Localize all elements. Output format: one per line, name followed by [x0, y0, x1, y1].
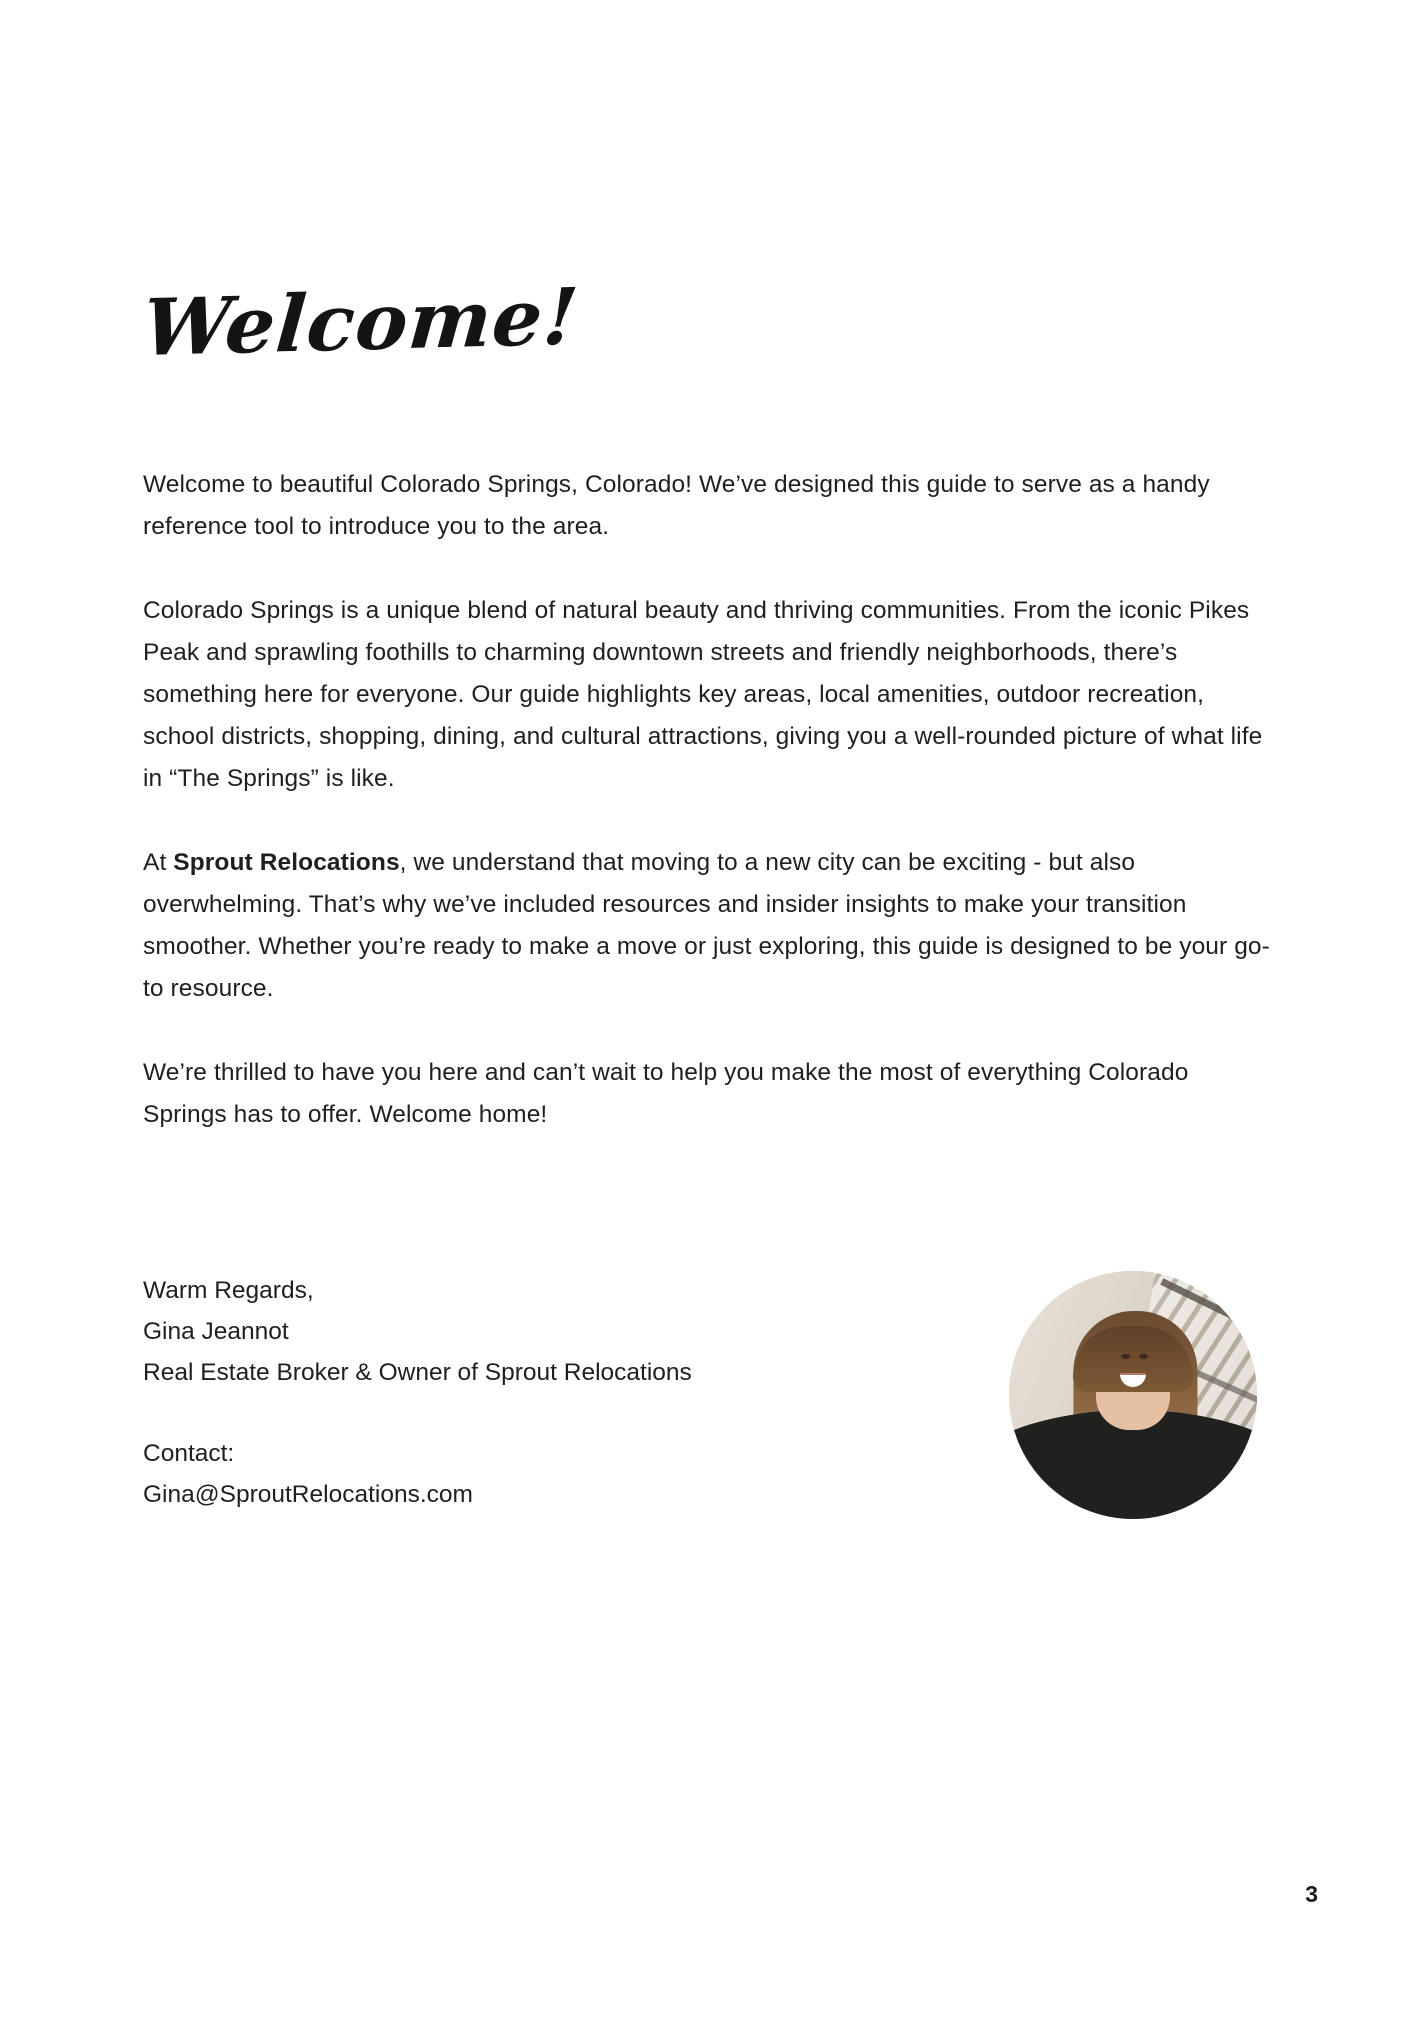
- letter-paragraphs: [143, 464, 1273, 1136]
- paragraph-closing: [143, 1052, 1273, 1136]
- paragraph-text: We’re thrilled to have you here and can’t wait to help you make the most of everything Colorado Springs has to offer. Welcome home!: [143, 1059, 1189, 1128]
- signoff-block: [143, 1270, 963, 1515]
- paragraph-overview: [143, 590, 1273, 800]
- company-name: Sprout Relocations: [173, 849, 400, 876]
- portrait-photo: [1009, 1271, 1257, 1519]
- paragraph-text-rest: , we understand that moving to a new city can be exciting - but also overwhelming. That’s why we’ve included resources and insider insights to make your transition smoother. Whether you’re ready to make a move or just exploring, this guide is designed to be your go-to resource.: [143, 849, 1270, 1002]
- signoff-salutation: Warm Regards,: [143, 1277, 314, 1304]
- paragraph-text: Welcome to beautiful Colorado Springs, Colorado! We’ve designed this guide to serve as a handy reference tool to introduce you to the area.: [143, 471, 1210, 540]
- paragraph-company: [143, 842, 1273, 1010]
- contact-label: Contact:: [143, 1440, 235, 1467]
- paragraph-text-lead: At: [143, 849, 174, 876]
- letter-body: [139, 271, 1273, 1136]
- signoff-name: Gina Jeannot: [143, 1318, 289, 1345]
- eye-left-shape: [1121, 1354, 1130, 1359]
- contact-email: Gina@SproutRelocations.com: [143, 1481, 473, 1508]
- paragraph-text: Colorado Springs is a unique blend of natural beauty and thriving communities. From the iconic Pikes Peak and sprawling foothills to charming downtown streets and friendly neighborhoods, there’s something here for everyone. Our guide highlights key areas, local amenities, outdoor recreation, school districts, shopping, dining, and cultural attractions, giving you a well-rounded picture of what life in “The Springs” is like.: [143, 597, 1263, 792]
- signoff-title: Real Estate Broker & Owner of Sprout Relocations: [143, 1359, 692, 1386]
- paragraph-intro: [143, 464, 1273, 548]
- page-title: Welcome!: [139, 271, 583, 374]
- signoff-spacer: [143, 1393, 963, 1433]
- page-number: 3: [1305, 1881, 1318, 1907]
